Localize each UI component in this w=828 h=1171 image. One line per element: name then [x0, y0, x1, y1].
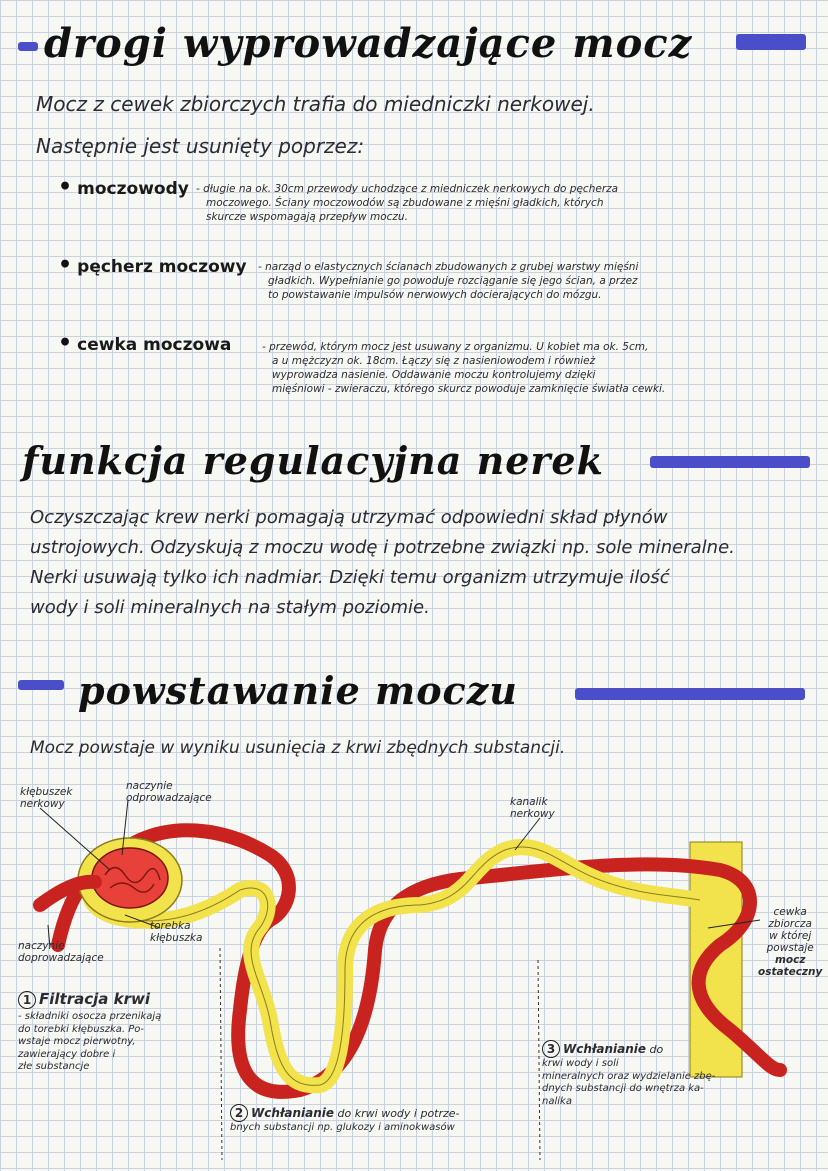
- funkcja-line: Nerki usuwają tylko ich nadmiar. Dzięki temu organizm utrzymuje ilość: [30, 567, 670, 588]
- label-line: naczynie: [126, 780, 173, 792]
- label-line: naczynie: [18, 940, 65, 952]
- desc-line: a u mężczyzn ok. 18cm. Łączy się z nasieniowodem i również: [272, 355, 596, 367]
- section-title-funkcja: funkcja regulacyjna nerek: [22, 438, 604, 483]
- section-title-powstawanie: powstawanie moczu: [78, 668, 518, 713]
- step-number: 3: [542, 1040, 560, 1058]
- step-2-heading: [230, 1104, 460, 1122]
- desc-line: mięśniowi - zwieraczu, którego skurcz powoduje zamknięcie światła cewki.: [272, 383, 666, 395]
- desc-line: wyprowadza nasienie. Oddawanie moczu kontrolujemy dzięki: [272, 369, 596, 381]
- step-line: wstaje mocz pierwotny,: [18, 1036, 136, 1047]
- label-line: doprowadzające: [18, 952, 104, 964]
- desc-pecherz: [258, 260, 638, 302]
- step-line: mineralnych oraz wydzielanie zbę-: [542, 1070, 716, 1082]
- step-3-heading: [542, 1040, 715, 1058]
- step-line: do torebki kłębuszka. Po-: [18, 1023, 145, 1035]
- term-pecherz: pęcherz moczowy: [77, 257, 247, 277]
- label-line: w której: [769, 930, 812, 942]
- label-line: zbiorcza: [768, 918, 812, 930]
- step-title: Wchłanianie: [251, 1106, 335, 1120]
- label-line: cewka: [773, 906, 807, 918]
- item-moczowody: [58, 174, 189, 200]
- desc-moczowody: [196, 182, 618, 224]
- term-cewka: cewka moczowa: [77, 335, 232, 355]
- label-line: torebka: [150, 920, 191, 932]
- label-kanalik: [510, 796, 555, 820]
- drogi-intro-2: Następnie jest usunięty poprzez:: [36, 134, 365, 158]
- step-line: bnych substancji np. glukozy i aminokwasów: [230, 1122, 455, 1133]
- title-highlight-left: [18, 680, 64, 690]
- label-line: nerkowy: [20, 798, 65, 810]
- powstawanie-intro: Mocz powstaje w wyniku usunięcia z krwi zbędnych substancji.: [30, 738, 566, 758]
- desc-cewka: [262, 340, 665, 396]
- section-title-drogi: drogi wyprowadzające mocz: [44, 20, 693, 67]
- title-highlight-right: [736, 34, 806, 50]
- glomerulus: [92, 848, 168, 908]
- label-line: ostateczny: [758, 966, 823, 978]
- step-line: dnych substancji do wnętrza ka-: [542, 1083, 704, 1094]
- desc-line: - przewód, którym mocz jest usuwany z organizmu. U kobiet ma ok. 5cm,: [262, 341, 649, 353]
- label-line: odprowadzające: [126, 792, 212, 804]
- desc-line: moczowego. Ściany moczowodów są zbudowane z mięśni gładkich, których: [206, 197, 604, 209]
- step-line: - składniki osocza przenikają: [18, 1011, 162, 1022]
- label-line: kanalik: [510, 796, 548, 808]
- label-torebka: [150, 920, 202, 944]
- label-naczynie-doprowadzajace: [18, 940, 104, 964]
- step-2: [230, 1104, 460, 1135]
- desc-line: skurcze wspomagają przepływ moczu.: [206, 211, 408, 223]
- desc-line: - narząd o elastycznych ścianach zbudowanych z grubej warstwy mięśni: [258, 261, 639, 273]
- drogi-intro-1: Mocz z cewek zbiorczych trafia do miedniczki nerkowej.: [36, 92, 595, 116]
- bullet-icon: •: [58, 252, 73, 278]
- step-number: 2: [230, 1104, 248, 1122]
- desc-line: - długie na ok. 30cm przewody uchodzące z miedniczek nerkowych do pęcherza: [196, 183, 619, 195]
- step-number: 1: [18, 991, 36, 1009]
- desc-line: to powstawanie impulsów nerwowych docierających do mózgu.: [268, 289, 602, 301]
- label-naczynie-odprowadzajace: [126, 780, 212, 804]
- step-1: [18, 990, 161, 1074]
- bullet-icon: •: [58, 174, 73, 200]
- label-line: kłębuszek: [20, 786, 73, 798]
- title-highlight-right: [575, 688, 805, 700]
- step-title: Wchłanianie: [563, 1042, 647, 1056]
- funkcja-line: wody i soli mineralnych na stałym poziomie.: [30, 597, 430, 618]
- title-highlight-right: [650, 456, 810, 468]
- term-moczowody: moczowody: [77, 179, 189, 199]
- item-pecherz: [58, 252, 247, 278]
- funkcja-paragraph: [30, 503, 735, 623]
- funkcja-line: Oczyszczając krew nerki pomagają utrzymać odpowiedni skład płynów: [30, 507, 668, 528]
- title-highlight-left: [18, 42, 38, 51]
- step-line: nalika: [542, 1095, 572, 1107]
- step-title: Filtracja krwi: [39, 990, 150, 1008]
- step-line: złe substancje: [18, 1061, 90, 1072]
- funkcja-line: ustrojowych. Odzyskują z moczu wodę i potrzebne związki np. sole mineralne.: [30, 537, 735, 558]
- label-line: mocz: [774, 954, 806, 966]
- bullet-icon: •: [58, 330, 73, 356]
- desc-line: gładkich. Wypełnianie go powoduje rozciąganie się jego ścian, a przez: [268, 275, 638, 287]
- label-line: nerkowy: [510, 808, 555, 820]
- label-cewka-zbiorcza: [758, 906, 822, 978]
- step-line: zawierający dobre i: [18, 1048, 116, 1060]
- step-3: [542, 1040, 715, 1108]
- step-line: do krwi wody i potrze-: [337, 1107, 460, 1120]
- label-line: powstaje: [766, 942, 814, 954]
- step-line: do: [649, 1043, 664, 1056]
- step-1-heading: [18, 990, 161, 1009]
- label-klebuszek: [20, 786, 72, 810]
- item-cewka: [58, 330, 231, 356]
- label-line: kłębuszka: [150, 932, 203, 944]
- step-line: krwi wody i soli: [542, 1058, 619, 1069]
